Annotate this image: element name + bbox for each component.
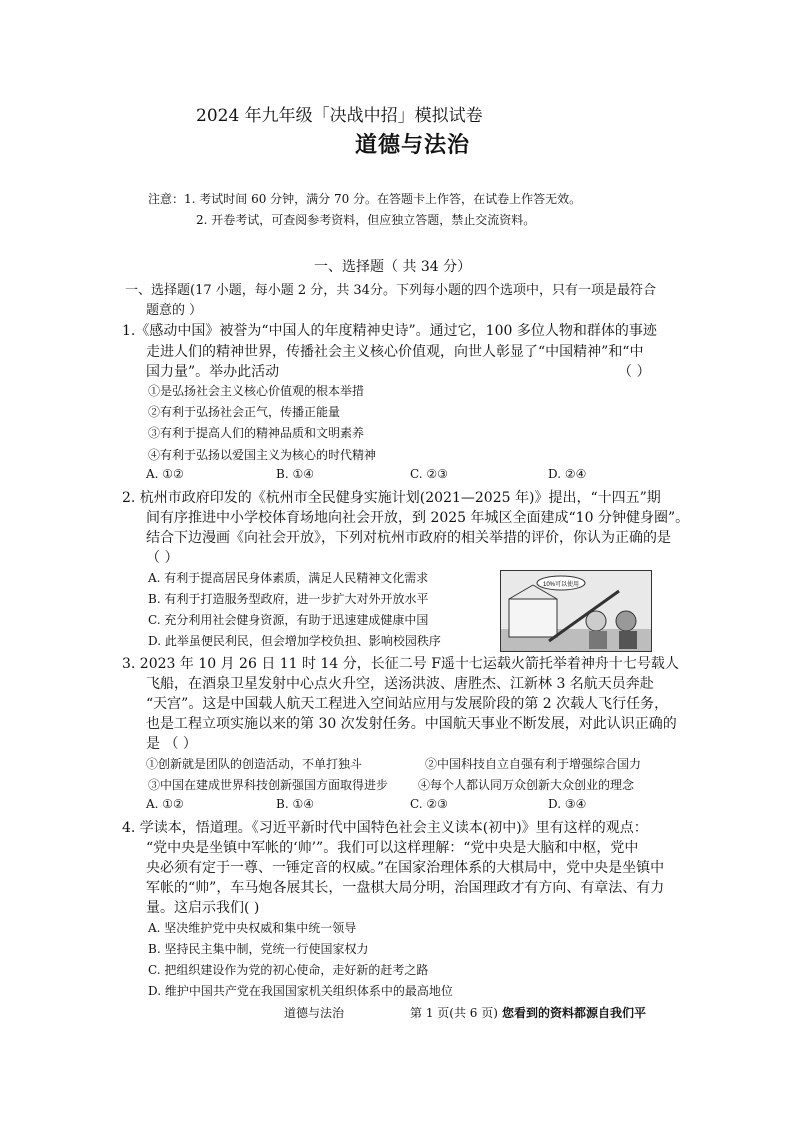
cartoon-drawing [501,571,651,651]
q2-option-b: B. 有利于打造服务型政府，进一步扩大对外开放水平 [148,592,429,606]
cartoon-image [500,570,652,652]
q1-stem-line-1: 1.《感动中国》被誉为“中国人的年度精神史诗”。通过它，100 多位人物和群体的事迹 [122,323,657,339]
q1-option-a: A. ①② [146,467,184,481]
q4-stem-line-3: 央必须有定于一尊、一锤定音的权威。”在国家治理体系的大棋局中，党中央是坐镇中 [146,860,665,876]
q3-stem-line-2: 飞船，在酒泉卫星发射中心点火升空，送汤洪波、唐胜杰、江新林 3 名航天员奔赴 [146,676,654,692]
q3-stem-line-4: 也是工程立项实施以来的第 30 次发射任务。中国航天事业不断发展，对此认识正确的 [146,716,677,732]
q4-option-b: B. 坚持民主集中制，党统一行使国家权力 [148,942,369,956]
footer-subject: 道德与法治 [284,1006,345,1020]
q3-item-3: ③中国在建成世界科技创新强国方面取得进步 [148,778,389,792]
q1-option-d: D. ②④ [548,467,587,481]
exam-title: 2024 年九年级「决战中招」模拟试卷 [196,106,483,126]
footer-page-number: 第 1 页(共 6 页) [410,1006,498,1020]
q4-stem-line-4: 军帐的“帅”，车马炮各展其长，一盘棋大局分明，治国理政才有方向、有章法、有力 [146,880,665,896]
q1-option-c: C. ②③ [410,467,448,481]
q2-option-a: A. 有利于提高居民身体素质，满足人民精神文化需求 [148,571,429,585]
q4-option-c: C. 把组织建设作为党的初心使命，走好新的赶考之路 [148,963,429,977]
q3-item-1: ①创新就是团队的创造活动，不单打独斗 [146,757,363,771]
q3-item-4: ④每个人都认同万众创新大众创业的理念 [418,778,635,792]
q3-item-2: ②中国科技自立自强有利于增强综合国力 [425,757,642,771]
q1-stem-line-3: 国力量”。举办此活动 [146,364,280,380]
q1-stem-line-2: 走进人们的精神世界，传播社会主义核心价值观，向世人彰显了“中国精神”和“中 [146,344,644,360]
q2-stem-line-2: 间有序推进中小学校体育场地向社会开放，到 2025 年城区全面建成“10 分钟健身圈”。 [146,510,690,526]
q4-answer-bracket: 量。这启示我们( ) [146,900,260,916]
subject-title: 道德与法治 [355,132,471,158]
notice-line-2: 2. 开卷考试，可查阅参考资料，但应独立答题，禁止交流资料。 [196,213,536,227]
q1-item-3: ③有利于提高人们的精神品质和文明素养 [148,426,365,440]
q3-option-c: C. ②③ [410,797,448,811]
q3-option-d: D. ③④ [548,797,587,811]
q4-stem-line-2: “党中央是坐镇中军帐的‘帅’”。我们可以这样理解：“党中央是大脑和中枢，党中 [146,840,639,856]
q2-option-d: D. 此举虽便民利民，但会增加学校负担、影响校园秩序 [148,634,441,648]
q3-stem-line-3: “天宫”。这是中国载人航天工程进入空间站应用与发展阶段的第 2 次载人飞行任务， [146,696,669,712]
cartoon-sign: 10%可以使用 [542,582,580,588]
q1-item-2: ②有利于弘扬社会正气，传播正能量 [148,405,341,419]
q3-stem-line-1: 3. 2023 年 10 月 26 日 11 时 14 分，长征二号 F遥十七运载火箭托举着神舟十七号载人 [122,656,679,672]
section-instruction-line-1: 一、选择题(17 小题，每小题 2 分，共 34分。下列每小题的四个选项中，只有一项是最符合 [125,283,656,298]
section-heading: 一、选择题（ 共 34 分） [314,259,472,275]
q4-option-d: D. 维护中国共产党在我国国家机关组织体系中的最高地位 [148,984,453,998]
q4-stem-line-1: 4. 学读本，悟道理。《习近平新时代中国特色社会主义读本(初中)》里有这样的观点： [122,820,648,836]
notice-line-1: 注意：1. 考试时间 60 分钟，满分 70 分。在答题卡上作答，在试卷上作答无效。 [148,192,582,206]
q3-answer-bracket: 是 （ ） [146,736,197,752]
q1-item-4: ④有利于弘扬以爱国主义为核心的时代精神 [148,448,377,462]
section-instruction-line-2: 题意的 ） [146,303,203,318]
q4-option-a: A. 坚决维护党中央权威和集中统一领导 [148,921,357,935]
q2-stem-line-3: 结合下边漫画《向社会开放》，下列对杭州市政府的相关举措的评价，你认为正确的是 [146,530,671,546]
q3-option-a: A. ①② [146,797,184,811]
q1-answer-bracket: （ ） [618,364,651,380]
q3-option-b: B. ①④ [276,797,314,811]
q2-option-c: C. 充分利用社会健身资源，有助于迅速建成健康中国 [148,613,429,627]
footer-watermark: 您看到的资料都源自我们平 [502,1006,647,1020]
q2-answer-bracket: （ ） [146,550,179,566]
q1-item-1: ①是弘扬社会主义核心价值观的根本举措 [148,384,365,398]
q1-option-b: B. ①④ [276,467,314,481]
q2-stem-line-1: 2. 杭州市政府印发的《杭州市全民健身实施计划(2021—2025 年)》提出，“十四五”期 [122,490,661,506]
